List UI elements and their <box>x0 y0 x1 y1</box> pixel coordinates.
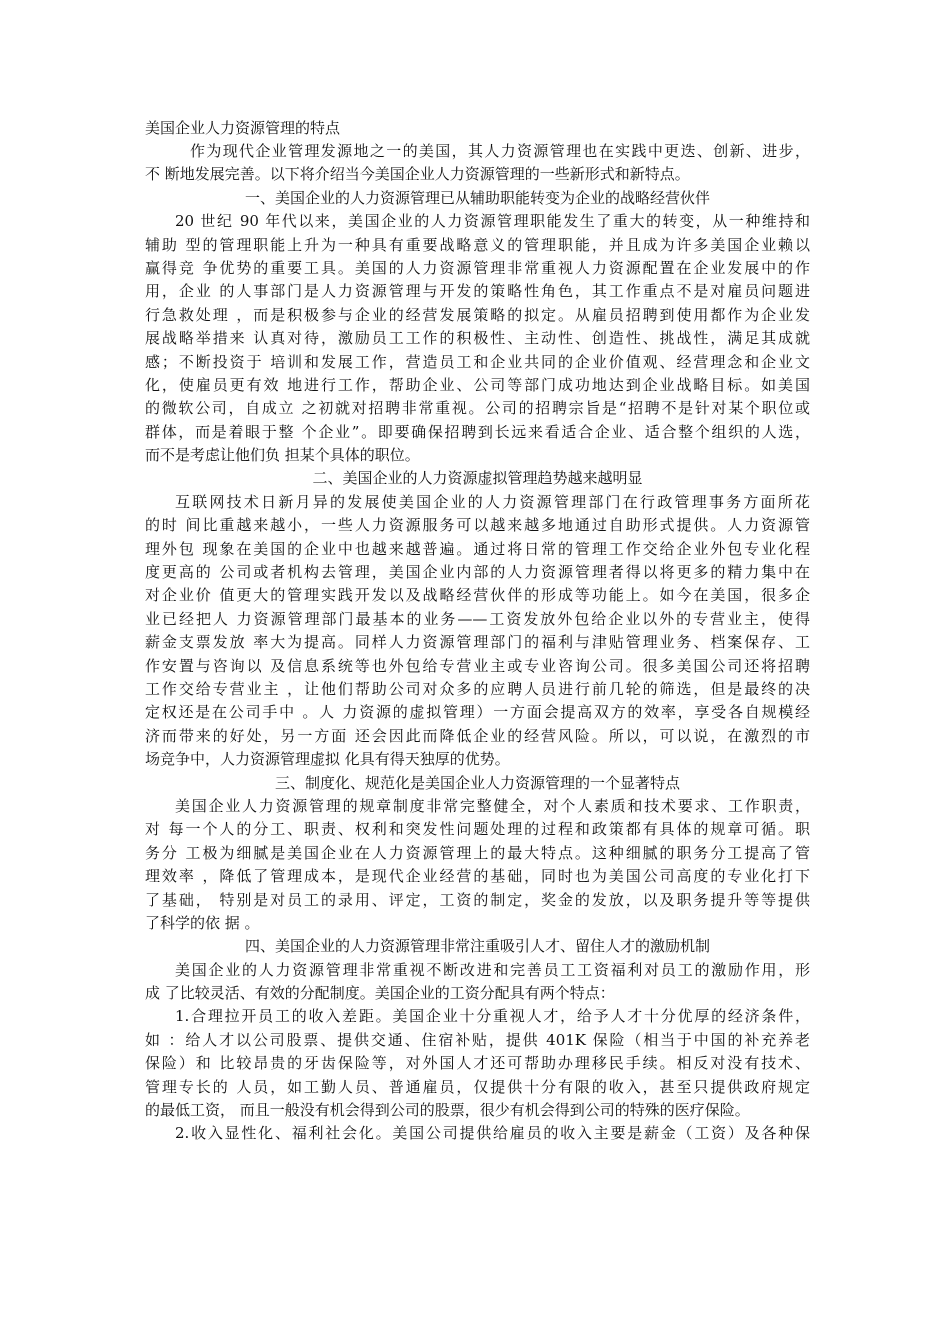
paragraph-line: 的时 间比重越来越小，一些人力资源服务可以越来越多地通过自助形式提供。人力资源管 <box>145 516 810 535</box>
paragraph-line: 赢得竞 争优势的重要工具。美国的人力资源管理非常重视人力资源配置在企业发展中的作 <box>145 258 810 277</box>
section-paragraph <box>145 959 810 1006</box>
paragraph-line: 作安置与咨询以 及信息系统等也外包给专营业主或专业咨询公司。很多美国公司还将招聘 <box>145 656 810 675</box>
section-heading: 三、制度化、规范化是美国企业人力资源管理的一个显著特点 <box>274 773 680 792</box>
paragraph-line: 感；不断投资于 培训和发展工作，营造员工和企业共同的企业价值观、经营理念和企业文 <box>145 352 810 371</box>
intro-paragraph <box>145 140 810 187</box>
paragraph-line: 业已经把人 力资源管理部门最基本的业务——工资发放外包给企业以外的专营业主，使得 <box>145 609 810 628</box>
section-heading: 四、美国企业的人力资源管理非常注重吸引人才、留住人才的激励机制 <box>244 937 710 956</box>
paragraph-line: 济而带来的好处，另一方面 还会因此而降低企业的经营风险。所以，可以说，在激烈的市 <box>145 726 810 745</box>
paragraph-line: 场竞争中，人力资源管理虚拟 化具有得天独厚的优势。 <box>145 750 510 769</box>
paragraph-line: 保险）和 比较昂贵的牙齿保险等，对外国人才还可帮助办理移民手续。相反对没有技术、 <box>145 1054 810 1073</box>
paragraph-line: 如 ：给人才以公司股票、提供交通、住宿补贴，提供 401K 保险（相当于中国的补充养老 <box>145 1030 810 1049</box>
paragraph-line: 管理专长的 人员，如工勤人员、普通雇员，仅提供十分有限的收入，甚至只提供政府规定 <box>145 1077 810 1096</box>
section-heading: 一、美国企业的人力资源管理已从辅助职能转变为企业的战略经营伙伴 <box>244 188 710 207</box>
paragraph-line: 而不是考虑让他们负 担某个具体的职位。 <box>145 446 420 465</box>
paragraph-line: 1.合理拉开员工的收入差距。美国企业十分重视人才，给予人才十分优厚的经济条件， <box>175 1007 810 1026</box>
paragraph-line: 定权还是在公司手中 。人 力资源的虚拟管理）一方面会提高双方的效率，享受各自规模经 <box>145 703 810 722</box>
paragraph-line: 对 每一个人的分工、职责、权利和突发性问题处理的过程和政策都有具体的规章可循。职 <box>145 820 810 839</box>
paragraph-line: 2.收入显性化、福利社会化。美国公司提供给雇员的收入主要是薪金（工资）及各种保 <box>175 1124 810 1143</box>
document-title: 美国企业人力资源管理的特点 <box>145 119 341 137</box>
paragraph-line: 用，企业 的人事部门是人力资源管理与开发的策略性角色，其工作重点不是对雇员问题进 <box>145 282 810 301</box>
paragraph-line: 成 了比较灵活、有效的分配制度。美国企业的工资分配具有两个特点： <box>145 984 615 1003</box>
paragraph-line: 行急救处理 ，而是积极参与企业的经营发展策略的拟定。从雇员招聘到使用都作为企业发 <box>145 305 810 324</box>
paragraph-line: 20 世纪 90 年代以来，美国企业的人力资源管理职能发生了重大的转变，从一种维持和 <box>175 212 810 231</box>
paragraph-line: 化，使雇员更有效 地进行工作，帮助企业、公司等部门成功地达到企业战略目标。如美国 <box>145 375 810 394</box>
document-page <box>145 116 810 1146</box>
paragraph-line: 不 断地发展完善。以下将介绍当今美国企业人力资源管理的一些新形式和新特点。 <box>145 165 690 184</box>
paragraph-line: 理效率 ，降低了管理成本，是现代企业经营的基础，同时也为美国公司高度的专业化打下 <box>145 867 810 886</box>
numbered-paragraph <box>145 1005 810 1122</box>
paragraph-line: 薪金支票发放 率大为提高。同样人力资源管理部门的福利与津贴管理业务、档案保存、工 <box>145 633 810 652</box>
paragraph-line: 美国企业人力资源管理的规章制度非常完整健全，对个人素质和技术要求、工作职责， <box>175 796 810 815</box>
paragraph-line: 了科学的依 据 。 <box>145 913 260 932</box>
paragraph-line: 的微软公司，自成立 之初就对招聘非常重视。公司的招聘宗旨是“招聘不是针对某个职位或 <box>145 399 810 418</box>
paragraph-line: 展战略举措来 认真对待，激励员工工作的积极性、主动性、创造性、挑战性，满足其成就 <box>145 329 810 348</box>
paragraph-line: 务分 工极为细腻是美国企业在人力资源管理上的最大特点。这种细腻的职务分工提高了管 <box>145 843 810 862</box>
paragraph-line: 辅助 型的管理职能上升为一种具有重要战略意义的管理职能，并且成为许多美国企业赖以 <box>145 235 810 254</box>
section-paragraph <box>145 491 810 772</box>
section-heading: 二、美国企业的人力资源虚拟管理趋势越来越明显 <box>312 469 643 488</box>
section-paragraph <box>145 795 810 935</box>
numbered-paragraph <box>145 1122 810 1145</box>
paragraph-line: 度更高的 公司或者机构去管理，美国企业内部的人力资源管理者得以将更多的精力集中在 <box>145 563 810 582</box>
paragraph-line: 美国企业的人力资源管理非常重视不断改进和完善员工工资福利对员工的激励作用，形 <box>175 960 810 979</box>
paragraph-line: 互联网技术日新月异的发展使美国企业的人力资源管理部门在行政管理事务方面所花 <box>175 492 810 511</box>
paragraph-line: 的最低工资， 而且一般没有机会得到公司的股票，很少有机会得到公司的特殊的医疗保险。 <box>145 1101 750 1120</box>
paragraph-line: 对企业价 值更大的管理实践开发以及战略经营伙伴的形成等功能上。如今在美国，很多企 <box>145 586 810 605</box>
paragraph-line: 理外包 现象在美国的企业中也越来越普遍。通过将日常的管理工作交给企业外包专业化程 <box>145 539 810 558</box>
section-paragraph <box>145 210 810 467</box>
paragraph-line: 了基础， 特别是对员工的录用、评定，工资的制定，奖金的发放，以及职务提升等等提供 <box>145 890 810 909</box>
paragraph-line: 作为现代企业管理发源地之一的美国，其人力资源管理也在实践中更迭、创新、进步， <box>190 142 810 160</box>
paragraph-line: 群体，而是着眼于整 个企业”。即要确保招聘到长远来看适合企业、适合整个组织的人选， <box>145 422 810 441</box>
paragraph-line: 工作交给专营业主 ，让他们帮助公司对众多的应聘人员进行前几轮的筛选，但是最终的决 <box>145 679 810 698</box>
